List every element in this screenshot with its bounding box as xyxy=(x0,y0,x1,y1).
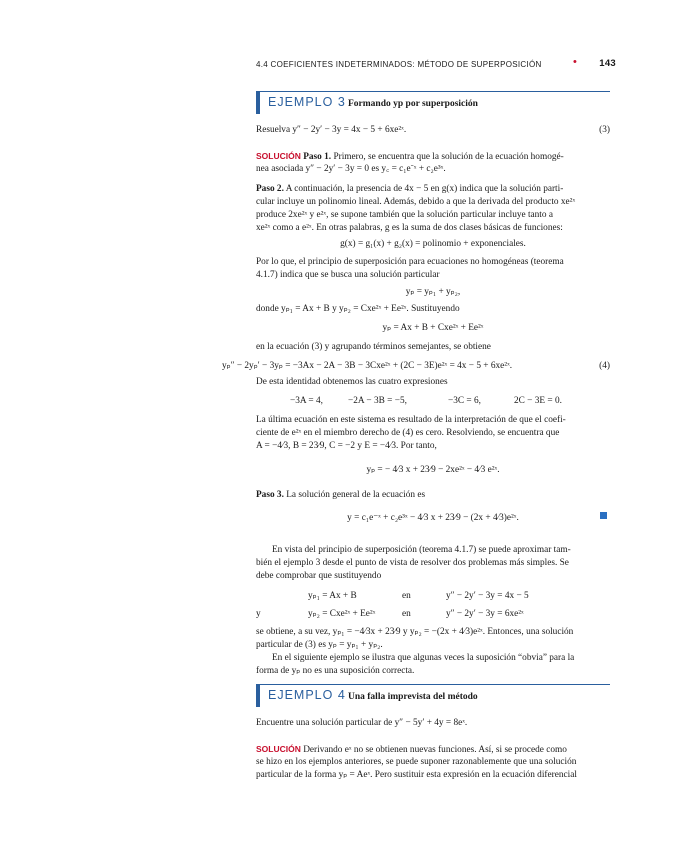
example4-solution-line1 xyxy=(256,743,610,757)
end-of-example-square-icon xyxy=(600,512,607,519)
step3-line xyxy=(256,489,610,502)
example3-bar xyxy=(256,92,260,114)
equation-g: g(x) = g₁(x) + g₂(x) = polinomio + exponenciales. xyxy=(340,239,526,249)
example4-title: Una falla imprevista del método xyxy=(348,692,478,702)
next-example-line1: En el siguiente ejemplo se ilustra que algunas veces la suposición “obvia” para la xyxy=(272,653,575,663)
obtain-line1: se obtiene, a su vez, yₚ₁ = −4⁄3x + 23⁄9 y yₚ₂ = −(2x + 4⁄3)e²ˣ. Entonces, una solución xyxy=(256,627,574,637)
step3-text: La solución general de la ecuación es xyxy=(286,490,426,500)
example3-header xyxy=(256,91,610,114)
chapter-title: 4.4 COEFICIENTES INDETERMINADOS: MÉTODO DE SUPERPOSICIÓN xyxy=(256,60,542,69)
solution-label: SOLUCIÓN xyxy=(256,151,301,161)
row1-mid: en xyxy=(402,591,411,601)
step2-line1 xyxy=(256,183,610,196)
equation-yp-solved: yₚ = − 4⁄3 x + 23⁄9 − 2xe²ˣ − 4⁄3 e²ˣ. xyxy=(366,465,500,475)
step2-text: A continuación, la presencia de 4x − 5 en g(x) indica que la solución parti- xyxy=(285,184,564,194)
paragraph2-line3: A = −4⁄3, B = 23⁄9, C = −2 y E = −4⁄3. Por tanto, xyxy=(256,441,437,451)
row2-prefix: y xyxy=(256,609,261,619)
step2-line2: cular incluye un polinomio lineal. Además, debido a que la derivada del producto xe²ˣ xyxy=(256,197,576,207)
row1-left: yₚ₁ = Ax + B xyxy=(308,591,357,601)
solution-step1-line2: nea asociada y″ − 2y′ − 3y = 0 es y꜀ = c₁e⁻ˣ + c₂e³ˣ. xyxy=(256,164,446,174)
identity-line: De esta identidad obtenemos las cuatro expresiones xyxy=(256,377,448,387)
running-header xyxy=(256,56,616,70)
example4-statement: Encuentre una solución particular de y″ − 5y′ + 4y = 8eˣ. xyxy=(256,718,468,728)
obtain-line2: particular de (3) es yₚ = yₚ₁ + yₚ₂. xyxy=(256,640,383,650)
step1-label: Paso 1. xyxy=(303,152,332,162)
next-example-line2: forma de yₚ no es una suposición correcta. xyxy=(256,666,415,676)
equation-4-text: yₚ″ − 2yₚ′ − 3yₚ = −3Ax − 2A − 3B − 3Cxe²ˣ + (2C − 3E)e²ˣ = 4x − 5 + 6xe²ˣ. xyxy=(222,361,513,371)
row2-mid: en xyxy=(402,609,411,619)
paragraph1-line1: Por lo que, el principio de superposición para ecuaciones no homogéneas (teorema xyxy=(256,257,564,267)
four-eq-3: −3C = 6, xyxy=(448,396,481,406)
example4-solution-line3: particular de la forma yₚ = Aeˣ. Pero sustituir esta expresión en la ecuación diferencial xyxy=(256,770,577,780)
step2-line3: produce 2xe²ˣ y e²ˣ, se supone también que la solución particular incluye tanto a xyxy=(256,210,553,220)
step1-text: Primero, se encuentra que la solución de la ecuación homogé- xyxy=(333,152,564,162)
row2-right: y″ − 2y′ − 3y = 6xe²ˣ xyxy=(446,609,524,619)
step3-label: Paso 3. xyxy=(256,490,284,500)
example3-statement xyxy=(256,124,610,137)
row1-right: y″ − 2y′ − 3y = 4x − 5 xyxy=(446,591,529,601)
equation-4 xyxy=(222,360,610,373)
interlude-line1: En vista del principio de superposición (teorema 4.1.7) se puede aproximar tam- xyxy=(272,545,571,555)
eq4-number: (4) xyxy=(599,361,610,371)
interlude-line2: bién el ejemplo 3 desde el punto de vista de resolver dos problemas más simples. Se xyxy=(256,558,569,568)
step2-line4: xe²ˣ como a e²ˣ. En otras palabras, g es la suma de dos clases básicas de funciones: xyxy=(256,223,563,233)
statement-text: Resuelva y″ − 2y′ − 3y = 4x − 5 + 6xe²ˣ. xyxy=(256,125,407,135)
example4-solution-line2: se hizo en los ejemplos anteriores, se puede suponer razonablemente que una solución xyxy=(256,757,577,767)
where-line: donde yₚ₁ = Ax + B y yₚ₂ = Cxe²ˣ + Ee²ˣ. Sustituyendo xyxy=(256,304,460,314)
example4-bar xyxy=(256,685,260,707)
solution-step1-line1 xyxy=(256,150,610,164)
equation-yp-sum: yₚ = yₚ₁ + yₚ₂, xyxy=(405,287,461,297)
example4-label: EJEMPLO 4 xyxy=(268,688,346,702)
equation-general: y = c₁e⁻ˣ + c₂e³ˣ − 4⁄3 x + 23⁄9 − (2x + 4⁄3)e²ˣ. xyxy=(347,513,519,523)
example3-label: EJEMPLO 3 xyxy=(268,95,346,109)
equation-yp-full: yₚ = Ax + B + Cxe²ˣ + Ee²ˣ xyxy=(382,323,484,333)
row2-left: yₚ₂ = Cxe²ˣ + Ee²ˣ xyxy=(308,609,376,619)
paragraph1-line2: 4.1.7) indica que se busca una solución particular xyxy=(256,270,440,280)
four-eq-4: 2C − 3E = 0. xyxy=(514,396,562,406)
four-eq-1: −3A = 4, xyxy=(290,396,323,406)
step2-label: Paso 2. xyxy=(256,184,284,194)
example3-title: Formando yp por superposición xyxy=(348,99,478,109)
interlude-line3: debe comprobar que sustituyendo xyxy=(256,571,382,581)
example4-header xyxy=(256,684,610,707)
example4-solution-label: SOLUCIÓN xyxy=(256,744,301,754)
page-number: 143 xyxy=(599,58,616,69)
header-bullet: • xyxy=(573,56,578,68)
in-equation-line: en la ecuación (3) y agrupando términos semejantes, se obtiene xyxy=(256,342,491,352)
example4-solution-text: Derivando eˣ no se obtienen nuevas funciones. Así, si se procede como xyxy=(303,745,567,755)
paragraph2-line1: La última ecuación en este sistema es resultado de la interpretación de que el coefi- xyxy=(256,415,566,425)
paragraph2-line2: ciente de e²ˣ en el miembro derecho de (4) es cero. Resolviendo, se encuentra que xyxy=(256,428,560,438)
four-eq-2: −2A − 3B = −5, xyxy=(348,396,407,406)
eq3-number: (3) xyxy=(599,125,610,135)
